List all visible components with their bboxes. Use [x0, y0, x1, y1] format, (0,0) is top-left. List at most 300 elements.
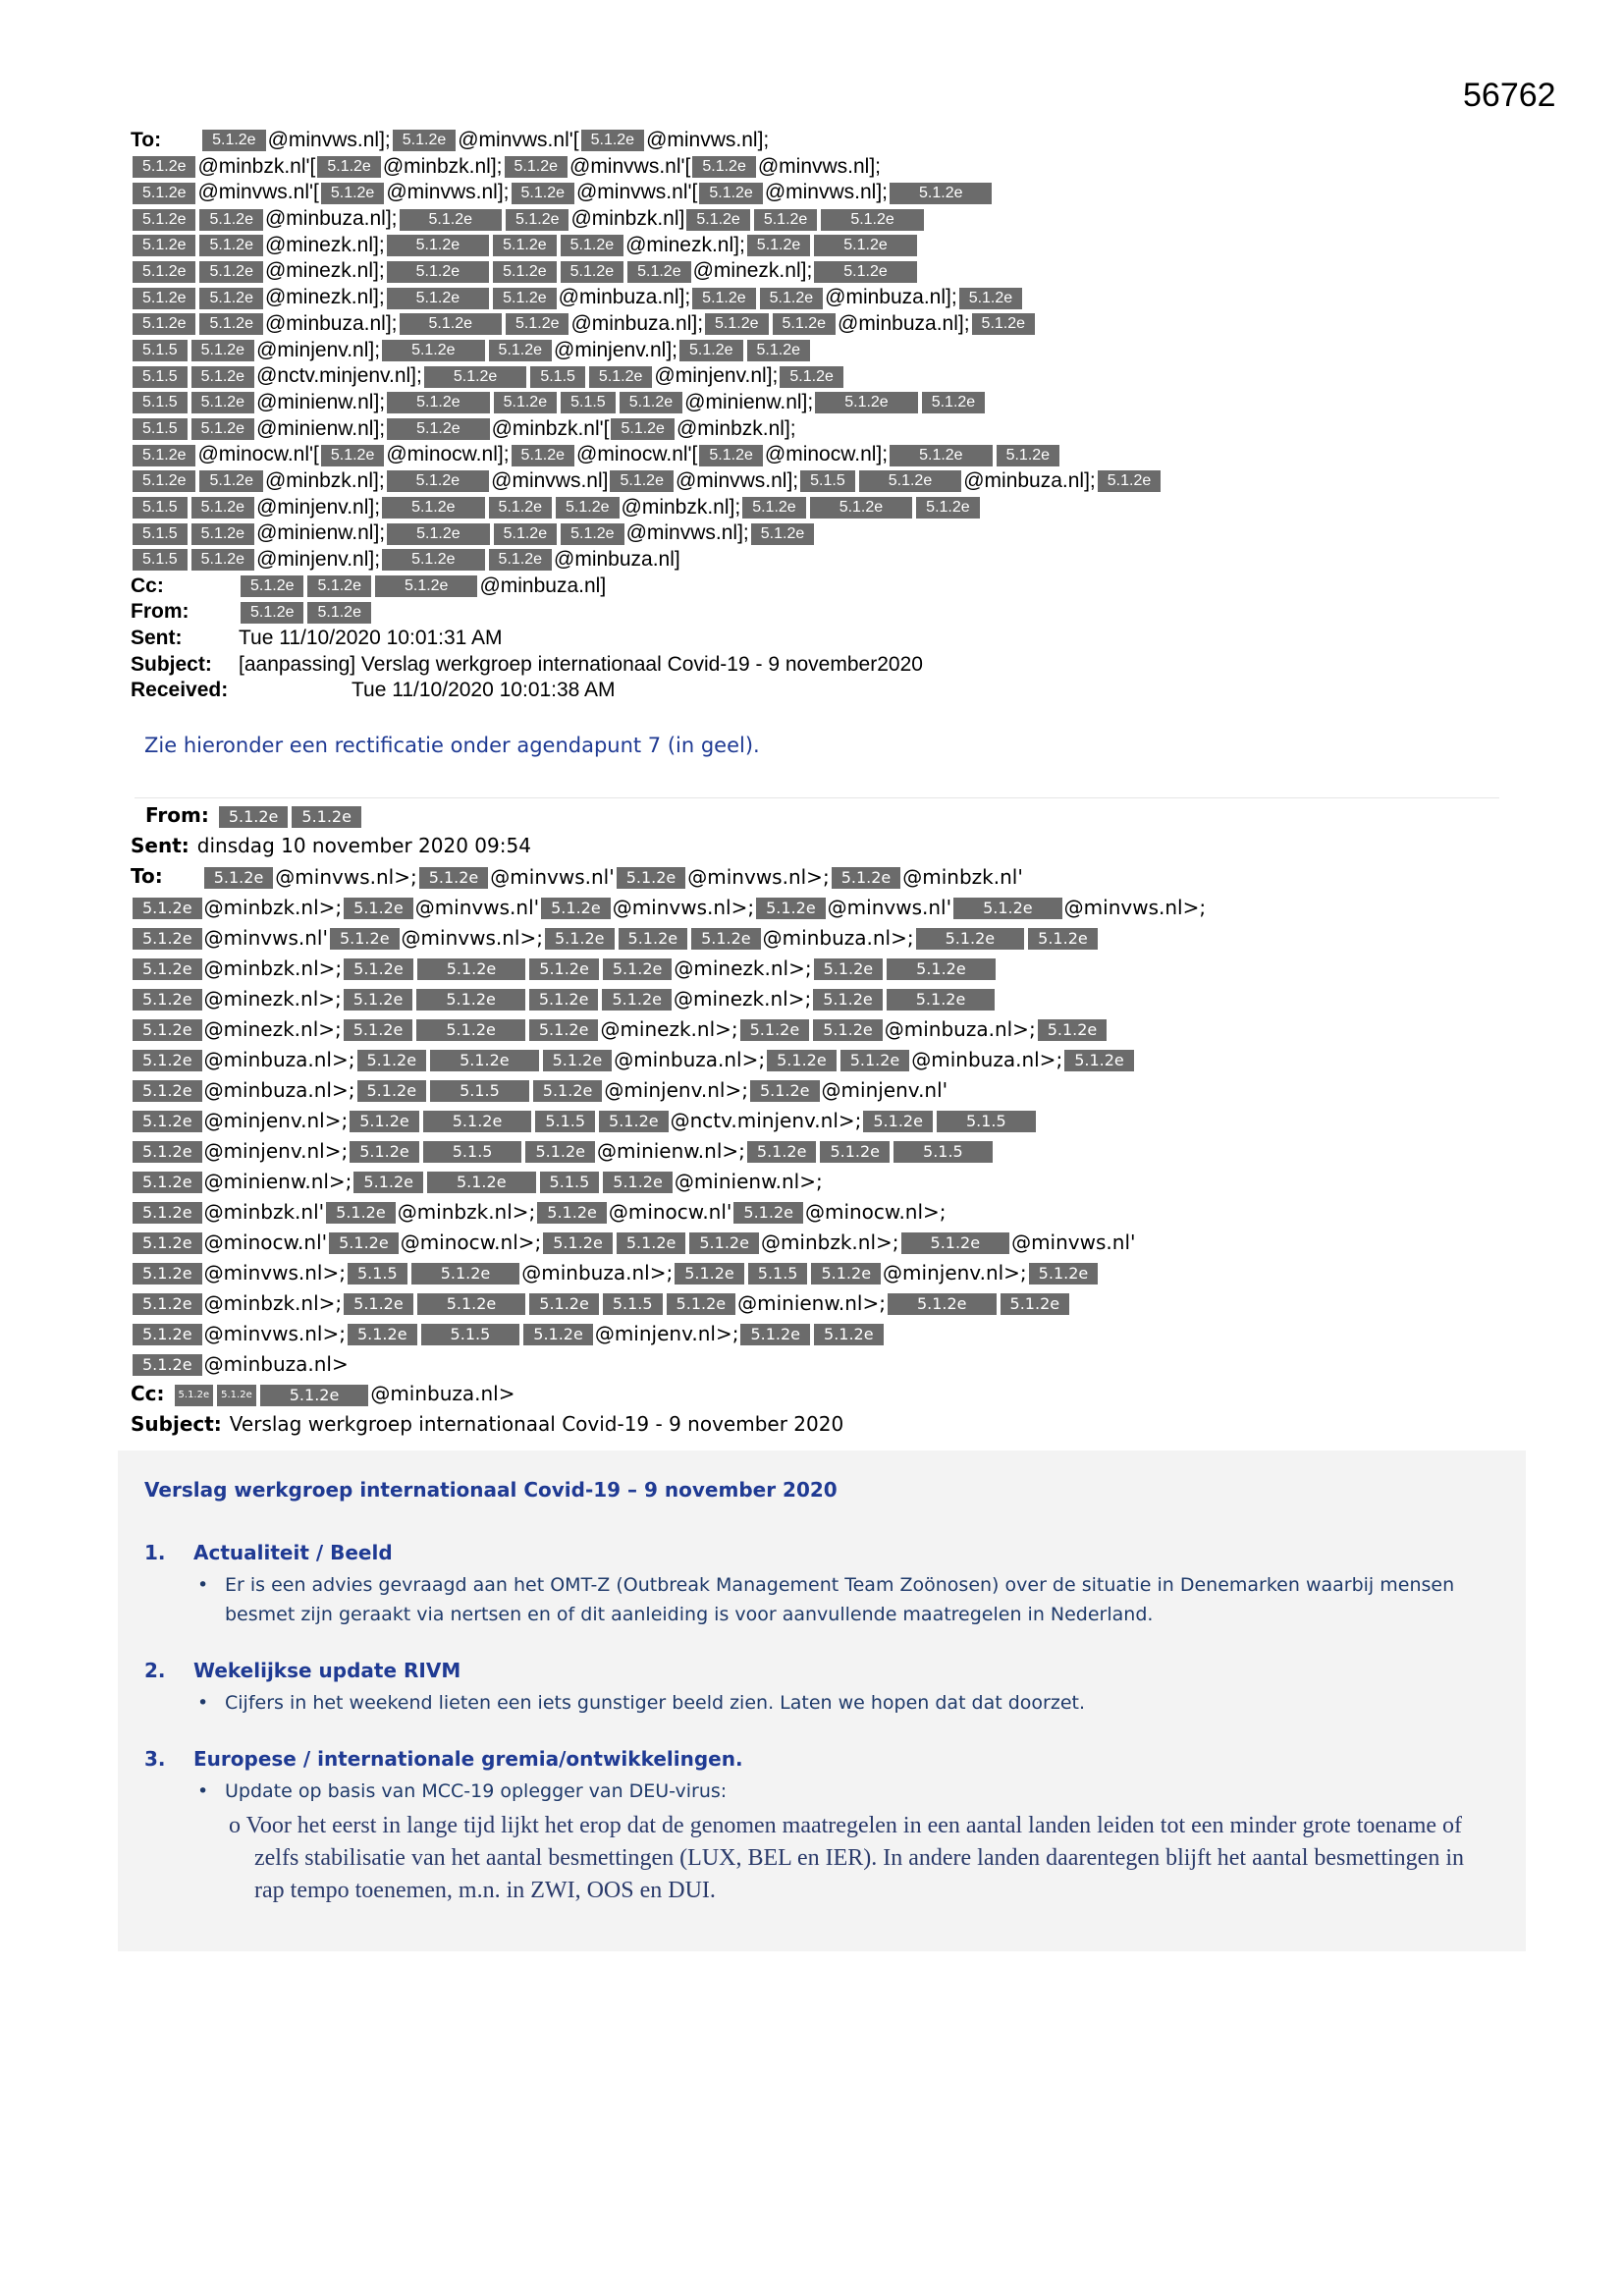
- email-domain: @minjenv.nl>;: [594, 1322, 739, 1345]
- email-domain: @minezk.nl>;: [203, 987, 342, 1011]
- redaction-block: 5.1.2e: [489, 340, 552, 361]
- redaction-block: 5.1.2e: [427, 1172, 536, 1193]
- subject-value: [aanpassing] Verslag werkgroep internationaal Covid-19 - 9 november2020: [239, 652, 923, 676]
- redaction-block: 5.1.2e: [692, 156, 755, 178]
- redaction-block: 5.1.2e: [493, 235, 556, 256]
- section-heading-text: Wekelijkse update RIVM: [193, 1659, 461, 1682]
- redaction-block: 5.1.2e: [756, 898, 826, 919]
- bullet-item: • Update op basis van MCC-19 oplegger van DEU-virus:: [144, 1777, 1499, 1806]
- email-domain: @minbzk.nl];: [676, 416, 796, 440]
- sent-label: Sent:: [131, 627, 183, 650]
- inner-recipient-row: [131, 1227, 1505, 1257]
- email-domain: @minienw.nl];: [256, 416, 386, 440]
- redaction-block: 5.1.2e: [326, 1202, 396, 1224]
- email-domain: @minocw.nl': [608, 1200, 732, 1224]
- redaction-block: 5.1.2e: [430, 1050, 539, 1071]
- redaction-block: 5.1.2e: [667, 1293, 736, 1315]
- redaction-block: 5.1.5: [133, 392, 188, 413]
- email-domain: @minvws.nl': [827, 896, 952, 919]
- redaction-block: 5.1.2e: [747, 1141, 817, 1163]
- redaction-block: 5.1.2e: [813, 989, 883, 1011]
- email-domain: @minbzk.nl];: [621, 495, 741, 519]
- redaction-block: 5.1.2e: [997, 445, 1059, 466]
- redaction-block: 5.1.2e: [400, 209, 502, 231]
- report-section: [144, 1747, 1499, 1907]
- report-section: [144, 1659, 1499, 1718]
- redaction-block: 5.1.2e: [686, 209, 749, 231]
- redaction-block: 5.1.2e: [133, 183, 195, 204]
- outer-recipient-row: [131, 311, 1505, 338]
- redaction-block: 5.1.2e: [617, 867, 686, 889]
- redaction-block: 5.1.2e: [537, 1202, 607, 1224]
- inner-recipient-row: [131, 922, 1505, 953]
- email-domain: @minbuza.nl];: [825, 286, 957, 309]
- email-domain: @minjenv.nl];: [256, 495, 381, 519]
- redaction-block: 5.1.2e: [506, 209, 568, 231]
- inner-recipient-row: [131, 1135, 1505, 1166]
- redaction-block: 5.1.2e: [375, 575, 477, 597]
- redaction-block: 5.1.2e: [199, 313, 262, 335]
- email-domain: @minezk.nl>;: [674, 957, 812, 980]
- email-domain: @minvws.nl': [414, 896, 540, 919]
- redaction-block: 5.1.2e: [417, 958, 526, 980]
- inner-recipient-row: [131, 1348, 1505, 1379]
- inner-recipient-row: [131, 953, 1505, 983]
- email-domain: @minbuza.nl>;: [614, 1048, 766, 1071]
- redaction-block: 5.1.5: [540, 1172, 600, 1193]
- email-domain: @minvws.nl'[: [569, 154, 691, 178]
- email-domain: @minbzk.nl>;: [760, 1230, 899, 1254]
- redaction-block: 5.1.5: [133, 340, 188, 361]
- redaction-block: 5.1.2e: [589, 366, 652, 388]
- redaction-block: 5.1.2e: [581, 130, 644, 151]
- redaction-block: 5.1.2e: [959, 288, 1022, 309]
- redaction-block: 5.1.2e: [489, 549, 552, 571]
- email-domain: @minezk.nl>;: [600, 1017, 738, 1041]
- redaction-block: 5.1.2e: [747, 235, 810, 256]
- redaction-block: 5.1.2e: [199, 288, 262, 309]
- email-domain: @minbzk.nl'[: [197, 154, 316, 178]
- email-domain: @minezk.nl];: [264, 233, 385, 256]
- outer-to-label: To:: [131, 129, 162, 151]
- redaction-block: 5.1.2e: [133, 1019, 202, 1041]
- inner-subject-label: Subject:: [131, 1412, 222, 1436]
- outer-recipient-row: [131, 206, 1505, 233]
- email-domain: @minocw.nl];: [764, 443, 889, 466]
- email-domain: @minbuza.nl];: [570, 311, 704, 335]
- redaction-block: 5.1.2e: [505, 156, 568, 178]
- redaction-block: 5.1.2e: [133, 470, 195, 492]
- redaction-block: 5.1.2e: [133, 288, 195, 309]
- section-heading: [144, 1747, 1499, 1771]
- redaction-block: 5.1.2e: [353, 1172, 423, 1193]
- redaction-block: 5.1.2e: [133, 313, 195, 335]
- outer-from-line: [131, 599, 1505, 626]
- redaction-block: 5.1.2e: [489, 497, 552, 519]
- redaction-block: 5.1.2e: [199, 261, 262, 283]
- inner-sent-line: [131, 831, 1505, 861]
- outer-recipient-row: [131, 233, 1505, 259]
- outer-email-header: [131, 128, 1505, 704]
- from-label: From:: [131, 600, 189, 624]
- redaction-block: 5.1.2e: [611, 418, 674, 440]
- redaction-block: 5.1.2e: [321, 445, 384, 466]
- redaction-block: 5.1.2e: [133, 958, 202, 980]
- email-domain: @minbzk.nl': [902, 865, 1023, 889]
- redaction-block: 5.1.2e: [350, 1141, 419, 1163]
- email-domain: @minezk.nl];: [692, 259, 813, 283]
- redaction-block: 5.1.2e: [344, 989, 413, 1011]
- inner-sent-label: Sent:: [131, 834, 189, 857]
- email-domain: @minvws.nl>;: [687, 865, 830, 889]
- email-domain: @minjenv.nl>;: [203, 1109, 349, 1132]
- redaction-block: 5.1.2e: [815, 392, 917, 413]
- redaction-block: 5.1.2e: [493, 261, 556, 283]
- redaction-block: 5.1.5: [561, 392, 616, 413]
- redaction-block: 5.1.2e: [747, 340, 810, 361]
- redaction-block: 5.1.2e: [814, 958, 884, 980]
- redaction-block: 5.1.2e: [561, 261, 623, 283]
- redaction-block: 5.1.2e: [133, 1232, 202, 1254]
- email-domain: @minbzk.nl>;: [203, 957, 343, 980]
- email-domain: @minbzk.nl': [203, 1200, 325, 1224]
- redaction-block: 5.1.2e: [387, 235, 489, 256]
- inner-cc-line: [131, 1379, 1505, 1409]
- redaction-block: 5.1.2e: [545, 928, 615, 950]
- email-domain: @minocw.nl'[: [197, 443, 319, 466]
- redaction-block: 5.1.2e: [733, 1202, 803, 1224]
- email-domain: @minvws.nl>;: [203, 1322, 346, 1345]
- email-domain: @minvws.nl>;: [612, 896, 755, 919]
- redaction-block: 5.1.2e: [348, 1324, 417, 1345]
- redaction-block: 5.1.2e: [561, 235, 623, 256]
- email-domain: @minbuza.nl];: [838, 311, 970, 335]
- redaction-block: 5.1.2e: [191, 497, 254, 519]
- redaction-block: 5.1.2e: [424, 366, 526, 388]
- inner-recipient-row: [131, 1044, 1505, 1074]
- redaction-block: 5.1.2e: [529, 958, 599, 980]
- email-domain: @minbzk.nl>;: [203, 896, 343, 919]
- redaction-block: 5.1.2e: [699, 183, 762, 204]
- redaction-block: 5.1.2e: [543, 1050, 613, 1071]
- outer-recipient-row: [131, 285, 1505, 311]
- redaction-block: 5.1.2e: [382, 497, 484, 519]
- inner-recipient-row: [131, 1257, 1505, 1287]
- email-domain: @minvws.nl>;: [1063, 896, 1207, 919]
- report-section: [144, 1541, 1499, 1629]
- bullet-icon: •: [197, 1780, 209, 1802]
- redaction-block: 5.1.2e: [133, 1111, 202, 1132]
- redaction-block: 5.1.2e: [675, 1263, 744, 1285]
- redaction-block: 5.1.2e: [344, 958, 413, 980]
- inner-recipient-row: [131, 1105, 1505, 1135]
- redaction-block: 5.1.2e: [754, 209, 817, 231]
- redaction-block: 5.1.2e: [820, 1141, 890, 1163]
- inner-cc-label: Cc:: [131, 1382, 165, 1405]
- redaction-block: 5.1.2e: [922, 392, 985, 413]
- email-domain: @minbzk.nl]: [570, 207, 685, 231]
- redaction-block: 5.1.2e: [133, 1172, 202, 1193]
- outer-recipient-row: [131, 363, 1505, 390]
- redaction-block: 5.1.2e: [890, 445, 992, 466]
- redaction-block: 5.1.2e: [133, 209, 195, 231]
- bullet-icon: •: [197, 1692, 209, 1714]
- redaction-block: 5.1.2e: [821, 209, 923, 231]
- redaction-block: 5.1.2e: [416, 1019, 525, 1041]
- redaction-block: 5.1.2e: [191, 523, 254, 545]
- email-domain: @minvws.nl];: [757, 154, 882, 178]
- redaction-block: 5.1.2e: [1001, 1293, 1070, 1315]
- redaction-block: 5.1.2e: [292, 806, 361, 828]
- email-domain: @minbuza.nl];: [264, 311, 398, 335]
- redaction-block: 5.1.2e: [199, 209, 262, 231]
- email-domain: @minvws.nl>;: [275, 865, 417, 889]
- redaction-block: 5.1.2e: [357, 1080, 427, 1102]
- email-domain: @minjenv.nl': [821, 1078, 948, 1102]
- bullet-item: • Er is een advies gevraagd aan het OMT-Z (Outbreak Management Team Zoönosen) over de situatie in Denemarken waarbij mensen besmet zijn geraakt via nertsen en of dit aanleiding is voor aanvullende maatregelen in Nederland.: [144, 1570, 1499, 1629]
- inner-to-label: To:: [131, 864, 163, 888]
- redaction-block: 5.1.2e: [773, 313, 836, 335]
- redaction-block: 5.1.2e: [751, 523, 814, 545]
- redaction-block: 5.1.5: [133, 497, 188, 519]
- email-domain: @minezk.nl>;: [203, 1017, 342, 1041]
- redaction-block: 5.1.2e: [217, 1385, 256, 1406]
- email-domain: @minbzk.nl];: [382, 154, 503, 178]
- sub-bullet-item: o Voor het eerst in lange tijd lijkt het erop dat de genomen maatregelen in een aantal landen leiden tot een minder grote toename of zelfs stabilisatie van het aantal besmettingen (LUX, BEL en IER). In andere landen daarentegen blijft het aantal besmettingen in rap tempo toenemen, m.n. in ZWI, OOS en DUI.: [229, 1813, 1464, 1903]
- redaction-block: 5.1.2e: [541, 898, 611, 919]
- redaction-block: 5.1.5: [748, 1263, 808, 1285]
- redaction-block: 5.1.5: [535, 1111, 595, 1132]
- redaction-block: 5.1.2e: [692, 288, 755, 309]
- email-domain: @minbuza.nl>;: [762, 926, 914, 950]
- redaction-block: 5.1.2e: [204, 867, 274, 889]
- email-domain: @minbuza.nl>;: [203, 1048, 355, 1071]
- section-heading: [144, 1541, 1499, 1564]
- inner-recipient-row: [131, 1318, 1505, 1348]
- outer-recipient-row: [131, 154, 1505, 181]
- redaction-block: 5.1.2e: [133, 156, 195, 178]
- redaction-block: 5.1.2e: [533, 1080, 603, 1102]
- redaction-block: 5.1.5: [603, 1293, 663, 1315]
- inner-email-header: [131, 800, 1505, 1440]
- bullet-item: • Cijfers in het weekend lieten een iets gunstiger beeld zien. Laten we hopen dat dat doorzet.: [144, 1688, 1499, 1718]
- inner-subject-value: Verslag werkgroep internationaal Covid-19 - 9 november 2020: [229, 1412, 844, 1436]
- cc-domain: @minbuza.nl]: [479, 574, 607, 597]
- inner-recipient-row: [131, 1013, 1505, 1044]
- section-heading-text: Actualiteit / Beeld: [193, 1541, 393, 1564]
- email-domain: @minezk.nl];: [264, 259, 385, 283]
- redaction-block: 5.1.2e: [679, 340, 742, 361]
- redaction-block: 5.1.2e: [1064, 1050, 1134, 1071]
- inner-sent-value: dinsdag 10 november 2020 09:54: [196, 834, 531, 857]
- email-domain: @minocw.nl>;: [400, 1230, 542, 1254]
- redaction-block: 5.1.2e: [387, 418, 489, 440]
- email-domain: @minienw.nl];: [684, 390, 814, 413]
- redaction-block: 5.1.2e: [133, 235, 195, 256]
- redaction-block: 5.1.2e: [191, 418, 254, 440]
- outer-recipient-row: [131, 547, 1505, 574]
- email-domain: @minvws.nl>;: [203, 1261, 346, 1285]
- outer-recipient-row: [131, 520, 1505, 547]
- redaction-block: 5.1.2e: [832, 867, 901, 889]
- redaction-block: 5.1.2e: [1038, 1019, 1108, 1041]
- redaction-block: 5.1.2e: [1028, 928, 1098, 950]
- redaction-block: 5.1.2e: [382, 549, 484, 571]
- redaction-block: 5.1.2e: [887, 958, 996, 980]
- email-domain: @minocw.nl'[: [576, 443, 698, 466]
- redaction-block: 5.1.5: [133, 549, 188, 571]
- email-domain: @minvws.nl];: [764, 181, 888, 204]
- divider: [135, 797, 1499, 798]
- email-domain: @minbuza.nl];: [558, 286, 691, 309]
- email-domain: @minvws.nl': [203, 926, 328, 950]
- inner-recipient-row: [131, 892, 1505, 922]
- redaction-block: 5.1.2e: [191, 392, 254, 413]
- email-domain: @minocw.nl>;: [804, 1200, 947, 1224]
- redaction-block: 5.1.2e: [603, 1172, 673, 1193]
- redaction-block: 5.1.2e: [916, 928, 1025, 950]
- redaction-block: 5.1.5: [133, 418, 188, 440]
- redaction-block: 5.1.2e: [602, 989, 672, 1011]
- redaction-block: 5.1.2e: [133, 1263, 202, 1285]
- redaction-block: 5.1.2e: [523, 1324, 593, 1345]
- email-domain: @minbuza.nl>: [203, 1352, 349, 1376]
- email-domain: @minienw.nl>;: [203, 1170, 352, 1193]
- redaction-block: 5.1.2e: [561, 523, 623, 545]
- section-heading-text: Europese / internationale gremia/ontwikkelingen.: [193, 1747, 743, 1771]
- redaction-block: 5.1.2e: [810, 497, 912, 519]
- redaction-block: 5.1.2e: [814, 261, 916, 283]
- redaction-block: 5.1.2e: [1029, 1263, 1099, 1285]
- outer-recipient-row: [131, 416, 1505, 443]
- redaction-block: 5.1.5: [133, 523, 188, 545]
- redaction-block: 5.1.2e: [344, 898, 413, 919]
- redaction-block: 5.1.2e: [525, 1141, 595, 1163]
- redaction-block: 5.1.2e: [780, 366, 842, 388]
- redaction-block: 5.1.2e: [556, 497, 619, 519]
- redaction-block: 5.1.2e: [617, 1232, 686, 1254]
- redaction-block: 5.1.2e: [811, 1263, 881, 1285]
- email-domain: @minvws.nl];: [675, 469, 799, 493]
- redaction-block: 5.1.2e: [241, 575, 303, 597]
- redaction-block: 5.1.2e: [760, 288, 823, 309]
- redaction-block: 5.1.2e: [175, 1385, 214, 1406]
- redaction-block: 5.1.2e: [512, 183, 574, 204]
- redaction-block: 5.1.2e: [529, 1293, 599, 1315]
- redaction-block: 5.1.2e: [321, 183, 384, 204]
- email-domain: @minocw.nl': [203, 1230, 328, 1254]
- report-title: Verslag werkgroep internationaal Covid-19 – 9 november 2020: [144, 1478, 838, 1502]
- redaction-block: 5.1.2e: [901, 1232, 1010, 1254]
- redaction-block: 5.1.5: [430, 1080, 529, 1102]
- outer-to-block: [131, 128, 1505, 574]
- outer-recipient-row: [131, 128, 1505, 154]
- redaction-block: 5.1.2e: [814, 235, 916, 256]
- email-domain: @minienw.nl];: [256, 521, 386, 545]
- inner-from-line: [131, 800, 1505, 831]
- redaction-block: 5.1.5: [937, 1111, 1036, 1132]
- email-domain: @minienw.nl>;: [597, 1139, 745, 1163]
- redaction-block: 5.1.2e: [494, 523, 557, 545]
- redaction-block: 5.1.2e: [419, 867, 489, 889]
- email-domain: @minjenv.nl];: [256, 338, 381, 361]
- redaction-block: 5.1.5: [530, 366, 585, 388]
- document-number: 56762: [1463, 77, 1556, 114]
- email-domain: @minjenv.nl>;: [604, 1078, 748, 1102]
- redaction-block: 5.1.2e: [750, 1080, 820, 1102]
- redaction-block: 5.1.2e: [493, 288, 556, 309]
- redaction-block: 5.1.2e: [888, 1293, 997, 1315]
- email-domain: @minbzk.nl'[: [491, 416, 610, 440]
- email-domain: @minienw.nl>;: [674, 1170, 823, 1193]
- redaction-block: 5.1.2e: [400, 313, 502, 335]
- redaction-block: 5.1.2e: [610, 470, 673, 492]
- email-domain: @minbzk.nl>;: [397, 1200, 536, 1224]
- redaction-block: 5.1.2e: [344, 1293, 413, 1315]
- redaction-block: 5.1.2e: [382, 340, 484, 361]
- redaction-block: 5.1.2e: [417, 1293, 526, 1315]
- redaction-block: 5.1.2e: [840, 1050, 910, 1071]
- email-domain: @nctv.minjenv.nl];: [256, 364, 422, 388]
- redaction-block: 5.1.2e: [199, 470, 262, 492]
- redaction-block: 5.1.2e: [260, 1385, 369, 1406]
- email-domain: @minvws.nl': [1011, 1230, 1136, 1254]
- redaction-block: 5.1.2e: [740, 1019, 810, 1041]
- redaction-block: 5.1.2e: [1098, 470, 1161, 492]
- section-heading: [144, 1659, 1499, 1682]
- redaction-block: 5.1.2e: [387, 261, 489, 283]
- redaction-block: 5.1.2e: [191, 340, 254, 361]
- redaction-block: 5.1.2e: [219, 806, 289, 828]
- redaction-block: 5.1.2e: [307, 602, 370, 624]
- email-domain: @minezk.nl];: [625, 233, 745, 256]
- inner-subject-line: [131, 1409, 1505, 1440]
- redaction-block: 5.1.5: [893, 1141, 993, 1163]
- section-number: 3.: [144, 1747, 166, 1771]
- redaction-block: 5.1.2e: [133, 898, 202, 919]
- redaction-block: 5.1.2e: [423, 1111, 532, 1132]
- outer-recipient-row: [131, 495, 1505, 521]
- outer-sent-line: [131, 626, 1505, 652]
- email-domain: @minvws.nl];: [646, 129, 770, 152]
- redaction-block: 5.1.2e: [599, 1111, 669, 1132]
- redaction-block: 5.1.2e: [307, 575, 370, 597]
- email-domain: @minjenv.nl];: [256, 548, 381, 572]
- redaction-block: 5.1.2e: [133, 989, 202, 1011]
- inner-cc-domain: @minbuza.nl>: [370, 1382, 515, 1405]
- email-domain: @nctv.minjenv.nl>;: [670, 1109, 862, 1132]
- redaction-block: 5.1.2e: [133, 261, 195, 283]
- received-value: Tue 11/10/2020 10:01:38 AM: [352, 679, 616, 702]
- report-sections: [144, 1541, 1499, 1907]
- circle-bullet-icon: o: [229, 1813, 246, 1838]
- redaction-block: 5.1.2e: [393, 130, 456, 151]
- section-number: 2.: [144, 1659, 166, 1682]
- email-domain: @minbuza.nl>;: [911, 1048, 1063, 1071]
- section-number: 1.: [144, 1541, 166, 1564]
- email-domain: @minjenv.nl];: [654, 364, 779, 388]
- redaction-block: 5.1.2e: [887, 989, 996, 1011]
- sent-value: Tue 11/10/2020 10:01:31 AM: [239, 627, 503, 650]
- redaction-block: 5.1.2e: [133, 1324, 202, 1345]
- inner-to-block: [131, 861, 1505, 1379]
- email-domain: @minocw.nl];: [386, 443, 510, 466]
- redaction-block: 5.1.2e: [953, 898, 1062, 919]
- redaction-block: 5.1.2e: [699, 445, 762, 466]
- redaction-block: 5.1.2e: [972, 313, 1035, 335]
- email-domain: @minjenv.nl];: [554, 338, 678, 361]
- redaction-block: 5.1.2e: [767, 1050, 837, 1071]
